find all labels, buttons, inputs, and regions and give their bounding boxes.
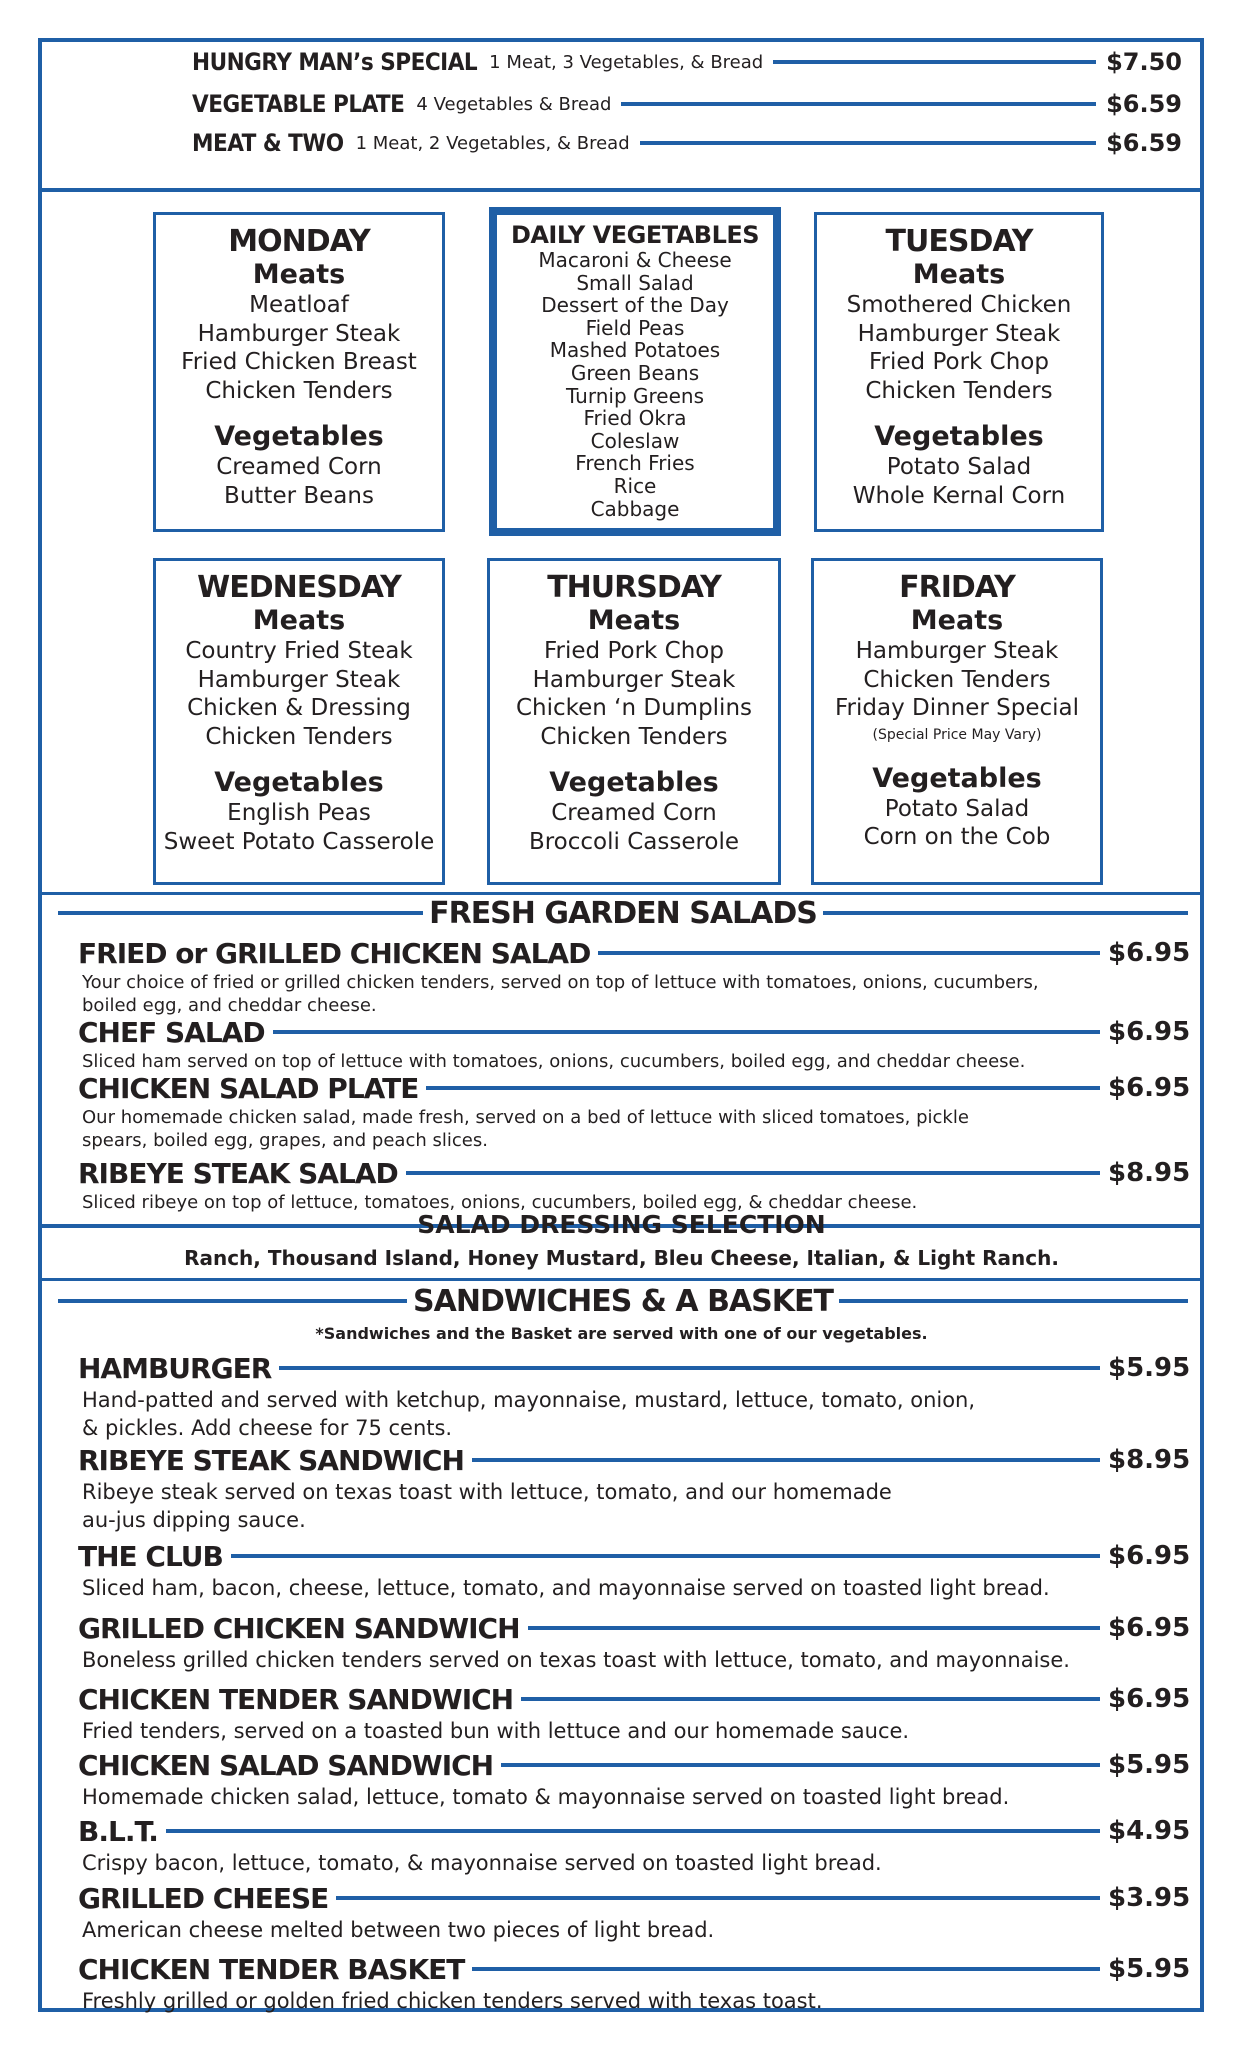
item-description: Your choice of fried or grilled chicken tenders, served on top of lettuce with tomatoes, onions, cucumbers,	[82, 972, 1039, 993]
special-desc: 4 Vegetables & Bread	[416, 93, 612, 115]
veg-item: Potato Salad	[886, 454, 1032, 480]
title-bar	[58, 1299, 407, 1303]
item-price: $6.95	[1108, 1073, 1191, 1103]
vegetables-heading: Vegetables	[214, 421, 384, 452]
special-row	[192, 42, 1182, 82]
dressing-title: SALAD DRESSING SELECTION	[417, 1210, 826, 1239]
item-name: RIBEYE STEAK SALAD	[78, 1156, 398, 1190]
meats-heading: Meats	[910, 605, 1004, 636]
special-desc: 1 Meat, 2 Vegetables, & Bread	[355, 132, 630, 154]
item-name: CHICKEN SALAD SANDWICH	[78, 1748, 494, 1782]
meat-item: Chicken Tenders	[540, 723, 728, 750]
leader-line	[621, 102, 1096, 106]
leader-line	[472, 1967, 1100, 1971]
vegetable-item: Green Beans	[570, 360, 700, 385]
item-description: spears, boiled egg, grapes, and peach slices.	[82, 1130, 488, 1151]
veg-item: Creamed Corn	[551, 800, 717, 826]
item-name: GRILLED CHICKEN SANDWICH	[78, 1611, 520, 1645]
item-price: $6.95	[1108, 1613, 1191, 1643]
meat-item: Friday Dinner Special	[834, 695, 1080, 721]
meats-heading: Meats	[252, 259, 346, 290]
sandwich-item	[78, 1538, 1191, 1602]
item-price: $5.95	[1108, 1750, 1191, 1780]
leader-line	[528, 1626, 1100, 1630]
item-name: FRIED or GRILLED CHICKEN SALAD	[78, 936, 591, 970]
vegetables-heading: Vegetables	[872, 762, 1042, 794]
leader-line	[472, 1458, 1100, 1462]
leader-line	[166, 1829, 1100, 1833]
item-name: CHEF SALAD	[78, 1015, 265, 1049]
sandwiches-section-title	[58, 1283, 1188, 1319]
meat-item: Chicken ‘n Dumplins	[515, 695, 753, 721]
item-price: $6.95	[1108, 1684, 1191, 1714]
special-price: $6.59	[1106, 90, 1182, 118]
vegetable-item: Dessert of the Day	[541, 293, 729, 318]
veg-item: Corn on the Cob	[863, 824, 1051, 850]
vegetable-item: Fried Okra	[583, 406, 687, 431]
meat-item: Chicken Tenders	[205, 723, 393, 750]
item-price: $5.95	[1108, 1353, 1191, 1383]
meat-item: Hamburger Steak	[197, 666, 401, 693]
meat-item: Chicken Tenders	[865, 377, 1053, 404]
vegetable-item: French Fries	[575, 451, 695, 476]
monday-box	[153, 212, 445, 532]
leader-line	[273, 1030, 1100, 1034]
meat-item: Country Fried Steak	[185, 638, 413, 664]
special-row	[192, 84, 1182, 124]
special-price-note: (Special Price May Vary)	[872, 726, 1042, 743]
leader-line	[598, 951, 1100, 955]
item-name: CHICKEN SALAD PLATE	[78, 1071, 419, 1105]
salad-item	[78, 935, 1191, 1017]
meats-heading: Meats	[587, 605, 681, 636]
item-name: CHICKEN TENDER BASKET	[78, 1952, 465, 1986]
veg-item: Creamed Corn	[216, 454, 382, 480]
vegetable-item: Rice	[613, 473, 657, 498]
item-name: CHICKEN TENDER SANDWICH	[78, 1682, 514, 1716]
leader-line	[231, 1554, 1100, 1558]
divider-specials	[38, 188, 1204, 192]
title-bar	[58, 911, 423, 915]
meat-item: Chicken Tenders	[863, 666, 1051, 693]
item-name: HAMBURGER	[78, 1351, 272, 1385]
special-price: $6.59	[1106, 129, 1182, 157]
item-price: $3.95	[1108, 1883, 1191, 1913]
vegetable-item: Field Peas	[585, 315, 685, 340]
veg-item: Butter Beans	[224, 482, 374, 509]
salad-item	[78, 1014, 1191, 1073]
day-title: WEDNESDAY	[197, 570, 401, 605]
salad-item	[78, 1070, 1191, 1152]
day-title: THURSDAY	[547, 570, 721, 605]
thursday-box	[487, 558, 781, 885]
leader-line	[501, 1763, 1100, 1767]
item-description: & pickles. Add cheese for 75 cents.	[82, 1416, 453, 1440]
vegetable-item: Coleslaw	[590, 428, 680, 453]
friday-box	[811, 558, 1103, 885]
item-price: $5.95	[1108, 1954, 1191, 1984]
daily-vegetables-box	[489, 207, 781, 536]
leader-line	[406, 1171, 1100, 1175]
section-title: SANDWICHES & A BASKET	[413, 1283, 833, 1319]
leader-line	[279, 1366, 1100, 1370]
item-description: Sliced ribeye on top of lettuce, tomatoes, onions, cucumbers, boiled egg, & cheddar cheese.	[82, 1192, 918, 1213]
sandwich-note: *Sandwiches and the Basket are served with one of our vegetables.	[315, 1324, 928, 1343]
meat-item: Fried Pork Chop	[869, 349, 1049, 375]
item-price: $6.95	[1108, 1017, 1191, 1047]
item-name: THE CLUB	[78, 1539, 223, 1573]
veg-item: Potato Salad	[884, 795, 1030, 822]
meat-item: Fried Pork Chop	[544, 638, 724, 664]
item-description: American cheese melted between two pieces of light bread.	[82, 1918, 715, 1942]
salad-item	[78, 1155, 1191, 1214]
salads-section-title	[58, 895, 1188, 931]
veg-item: Sweet Potato Casserole	[163, 828, 435, 855]
item-price: $6.95	[1108, 1541, 1191, 1571]
section-title: FRESH GARDEN SALADS	[429, 895, 817, 931]
item-description: Crispy bacon, lettuce, tomato, & mayonnaise served on toasted light bread.	[82, 1851, 882, 1875]
sandwich-item	[78, 1880, 1191, 1944]
meats-heading: Meats	[912, 259, 1006, 290]
item-description: boiled egg, and cheddar cheese.	[82, 995, 377, 1016]
meat-item: Hamburger Steak	[855, 638, 1059, 664]
item-name: B.L.T.	[78, 1814, 158, 1848]
leader-line	[426, 1086, 1100, 1090]
sandwich-item	[78, 1813, 1191, 1877]
meats-heading: Meats	[252, 605, 346, 636]
day-title: TUESDAY	[885, 224, 1033, 259]
sandwich-item	[78, 1951, 1191, 2015]
veg-item: English Peas	[227, 800, 371, 826]
item-description: Hand-patted and served with ketchup, mayonnaise, mustard, lettuce, tomato, onion,	[82, 1388, 976, 1412]
item-price: $4.95	[1108, 1816, 1191, 1846]
item-description: Freshly grilled or golden fried chicken tenders served with texas toast.	[82, 1989, 823, 2013]
special-row	[192, 123, 1182, 163]
meat-item: Smothered Chicken	[846, 292, 1072, 318]
meat-item: Hamburger Steak	[197, 320, 401, 347]
dressing-list: Ranch, Thousand Island, Honey Mustard, Bleu Cheese, Italian, & Light Ranch.	[184, 1246, 1059, 1270]
sandwich-item	[78, 1610, 1191, 1674]
item-description: Fried tenders, served on a toasted bun with lettuce and our homemade sauce.	[82, 1719, 910, 1743]
vegetable-item: Macaroni & Cheese	[538, 248, 732, 272]
leader-line	[521, 1697, 1100, 1701]
veg-item: Whole Kernal Corn	[852, 482, 1066, 509]
sandwich-item	[78, 1681, 1191, 1745]
meat-item: Chicken & Dressing	[187, 695, 411, 721]
special-price: $7.50	[1106, 48, 1182, 76]
vegetables-heading: Vegetables	[874, 421, 1044, 452]
special-name: HUNGRY MAN’s SPECIAL	[192, 48, 478, 76]
item-name: GRILLED CHEESE	[78, 1881, 329, 1915]
leader-line	[336, 1896, 1100, 1900]
meat-item: Meatloaf	[249, 292, 349, 318]
leader-line	[773, 60, 1096, 64]
item-price: $8.95	[1108, 1158, 1191, 1188]
title-bar	[823, 911, 1188, 915]
item-description: Homemade chicken salad, lettuce, tomato & mayonnaise served on toasted light bread.	[82, 1785, 1010, 1809]
meat-item: Hamburger Steak	[532, 666, 736, 693]
item-description: Our homemade chicken salad, made fresh, served on a bed of lettuce with sliced tomatoes, pickle	[82, 1107, 969, 1128]
special-name: MEAT & TWO	[192, 129, 344, 157]
vegetable-item: Turnip Greens	[566, 383, 704, 408]
item-description: Boneless grilled chicken tenders served on texas toast with lettuce, tomato, and mayonnaise.	[82, 1648, 1070, 1672]
item-price: $6.95	[1108, 938, 1191, 968]
vegetables-heading: Vegetables	[214, 767, 384, 798]
item-description: au-jus dipping sauce.	[82, 1508, 306, 1532]
item-description: Sliced ham, bacon, cheese, lettuce, tomato, and mayonnaise served on toasted light bread.	[82, 1576, 1050, 1600]
veg-item: Broccoli Casserole	[528, 828, 740, 855]
item-description: Sliced ham served on top of lettuce with tomatoes, onions, cucumbers, boiled egg, and cheddar cheese.	[82, 1051, 1026, 1072]
meat-item: Chicken Tenders	[205, 377, 393, 404]
meat-item: Hamburger Steak	[857, 320, 1061, 347]
vegetables-heading: Vegetables	[549, 767, 719, 798]
leader-line	[640, 141, 1096, 145]
divider-sandwiches	[38, 1278, 1204, 1281]
wednesday-box	[153, 558, 445, 885]
special-name: VEGETABLE PLATE	[192, 90, 405, 118]
sandwich-item	[78, 1350, 1191, 1442]
tuesday-box	[814, 212, 1104, 532]
meat-item: Fried Chicken Breast	[181, 349, 417, 375]
special-desc: 1 Meat, 3 Vegetables, & Bread	[489, 51, 764, 73]
title-bar	[839, 1299, 1188, 1303]
item-name: RIBEYE STEAK SANDWICH	[78, 1443, 464, 1477]
item-description: Ribeye steak served on texas toast with lettuce, tomato, and our homemade	[82, 1480, 892, 1504]
item-price: $8.95	[1108, 1445, 1191, 1475]
daily-vegetables-title: DAILY VEGETABLES	[510, 221, 760, 249]
vegetable-item: Mashed Potatoes	[549, 338, 721, 363]
sandwich-item	[78, 1442, 1191, 1534]
day-title: FRIDAY	[899, 570, 1015, 605]
vegetable-item: Cabbage	[590, 496, 680, 521]
sandwich-item	[78, 1747, 1191, 1811]
day-title: MONDAY	[228, 224, 370, 259]
vegetable-item: Small Salad	[576, 270, 694, 295]
